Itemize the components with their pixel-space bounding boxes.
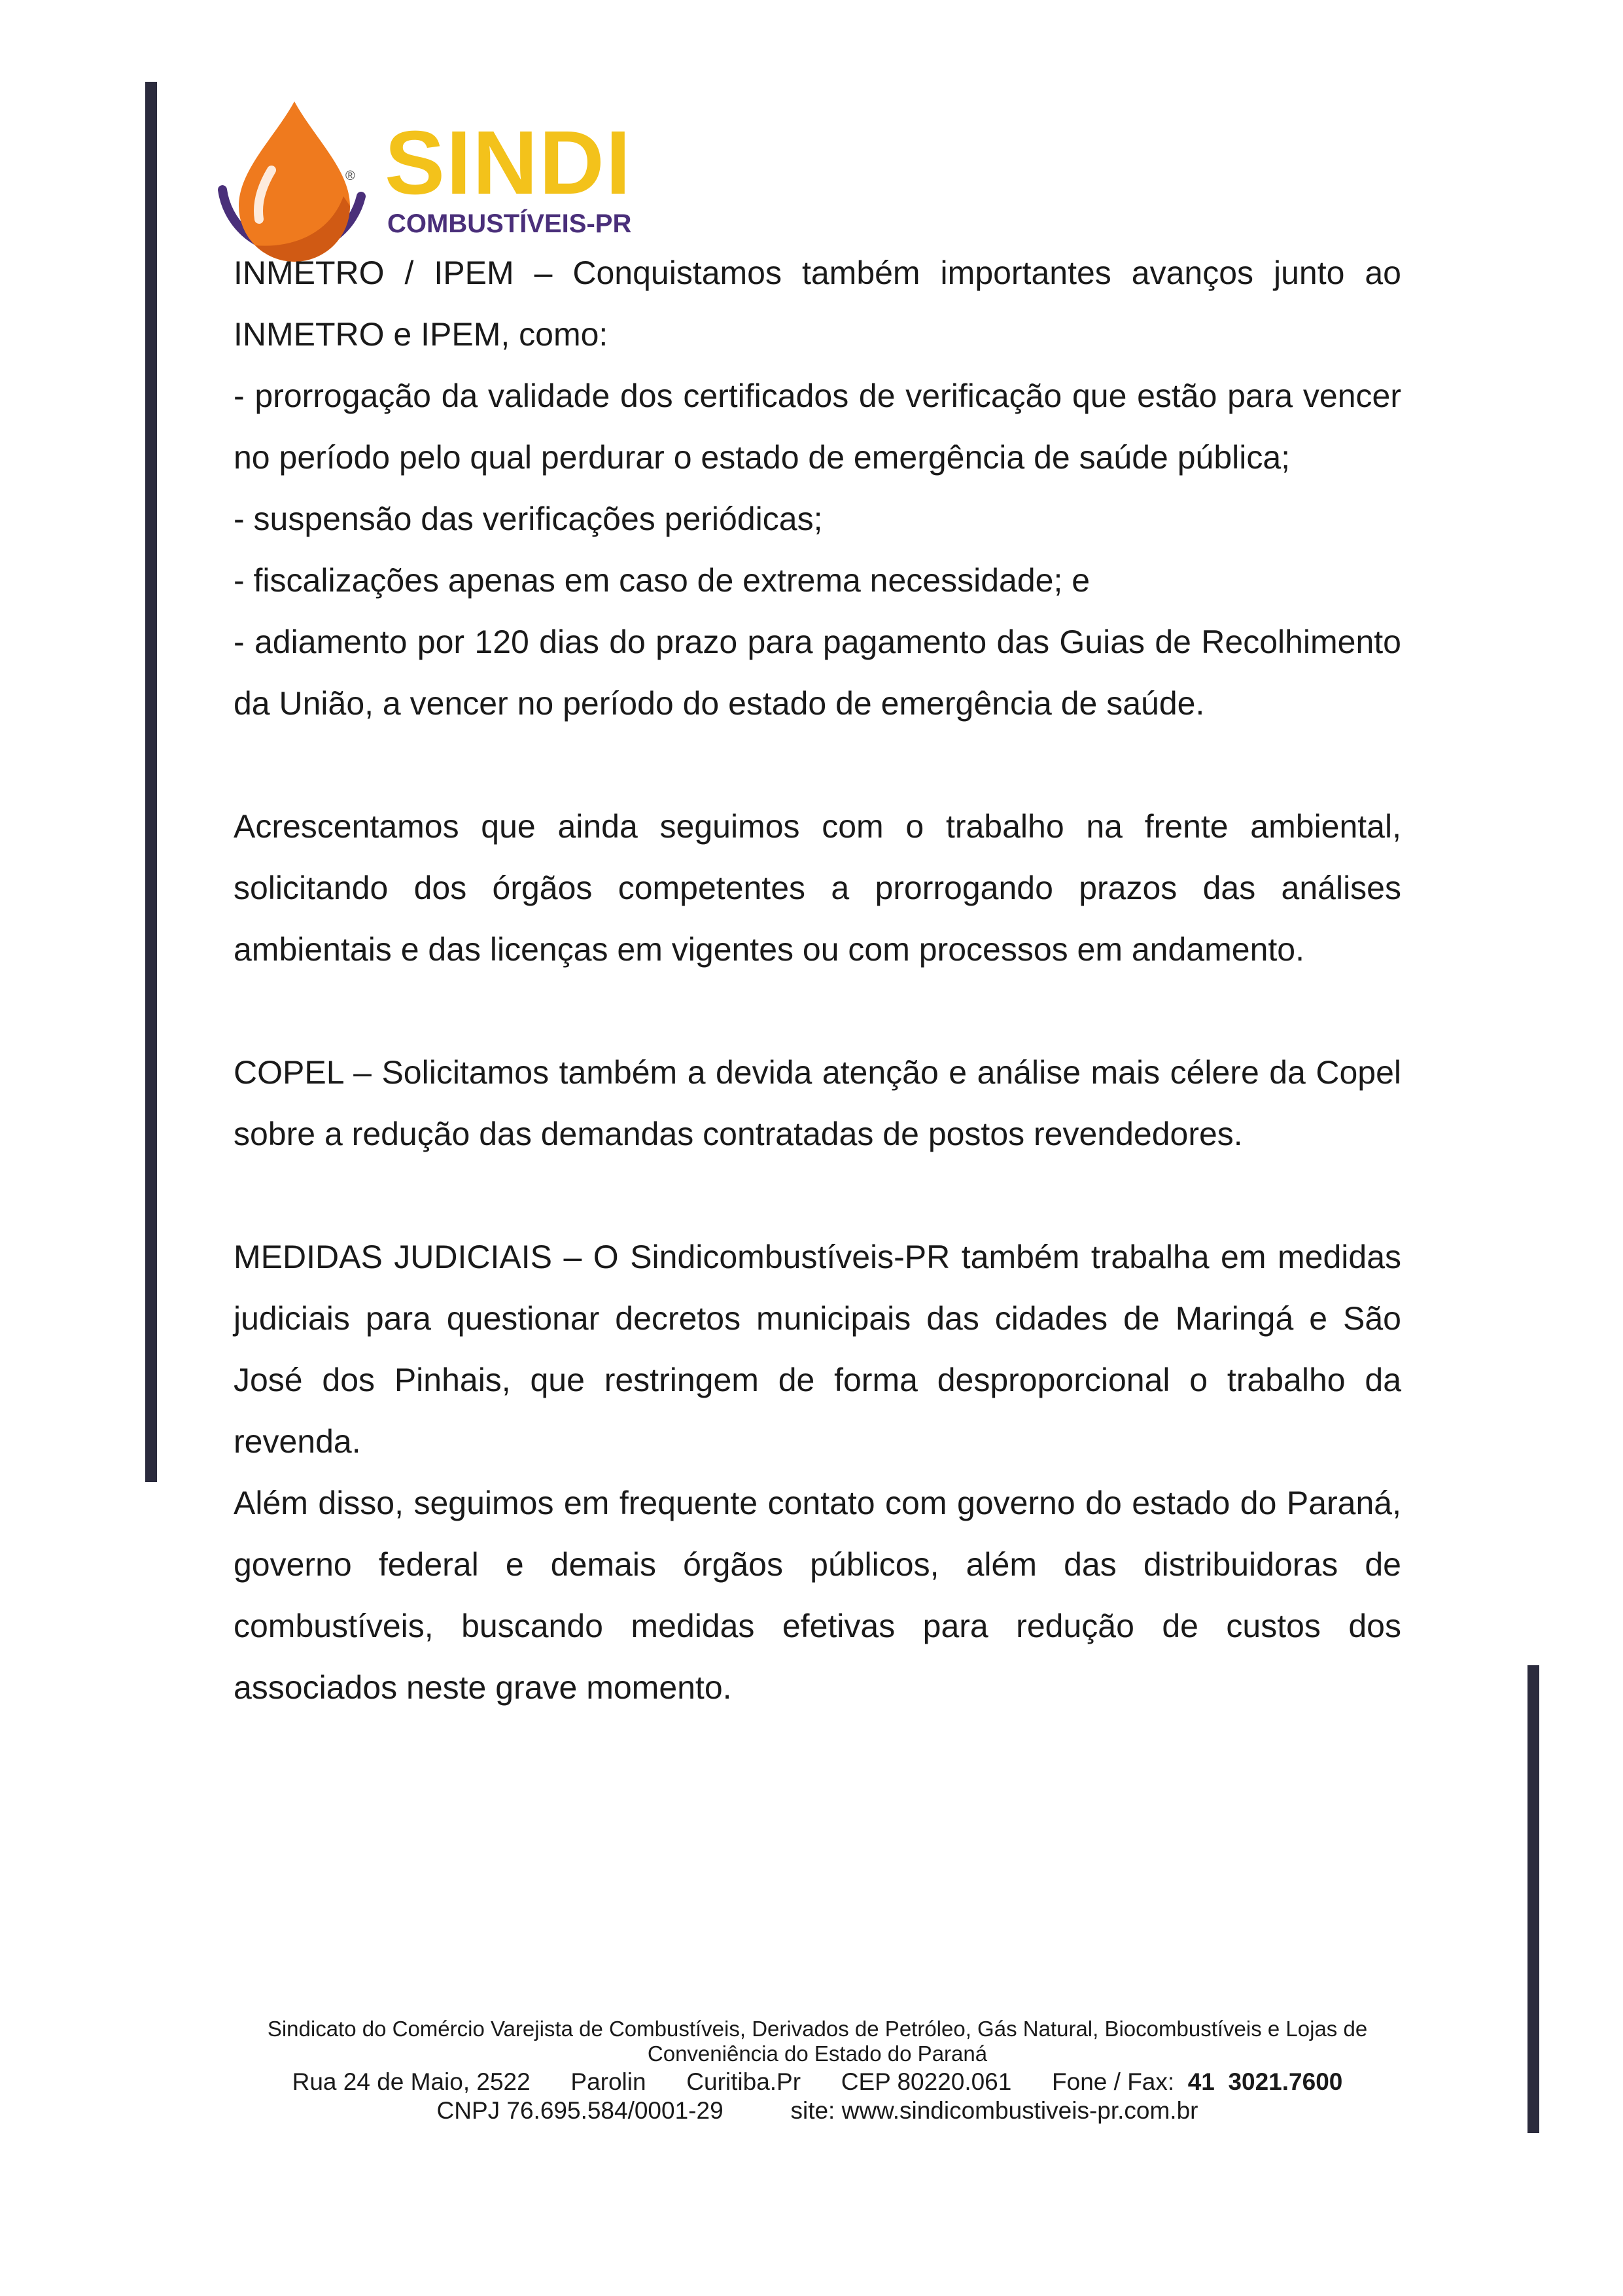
list-item-verificacoes: - suspensão das verificações periódicas;	[234, 501, 823, 537]
right-accent-bar	[1527, 1665, 1539, 2133]
paragraph-ambiental: Acrescentamos que ainda seguimos com o trabalho na frente ambiental, solicitando dos órgãos competentes a prorrogando prazos das análises ambientais e das licenças em vigentes ou com processos em andamento.	[234, 808, 1401, 968]
paragraph-contato-governo: Além disso, seguimos em frequente contato com governo do estado do Paraná, governo federal e demais órgãos públicos, além das distribuidoras de combustíveis, buscando medidas efetivas para redução de custos dos associados neste grave momento.	[234, 1485, 1401, 1706]
registered-mark: ®	[345, 169, 355, 183]
logo-subtitle-text: COMBUSTÍVEIS-PR	[387, 209, 632, 238]
footer-registration-line	[234, 2096, 1401, 2125]
list-item-fiscalizacoes: - fiscalizações apenas em caso de extrema necessidade; e	[234, 562, 1091, 599]
left-accent-bar	[145, 82, 157, 1482]
footer-phone-label: Fone / Fax:	[1052, 2068, 1175, 2095]
footer-site-link[interactable]: site: www.sindicombustiveis-pr.com.br	[790, 2097, 1198, 2124]
footer-phone-number: 3021.7600	[1228, 2068, 1343, 2095]
list-item-certificados: - prorrogação da validade dos certificados de verificação que estão para vencer no período pelo qual perdurar o estado de emergência de saúde pública;	[234, 378, 1401, 476]
list-item-adiamento: - adiamento por 120 dias do prazo para pagamento das Guias de Recolhimento da União, a vencer no período do estado de emergência de saúde.	[234, 624, 1401, 722]
footer-cnpj: CNPJ 76.695.584/0001-29	[436, 2097, 724, 2124]
page-footer	[234, 2017, 1401, 2125]
paragraph-inmetro-intro: INMETRO / IPEM – Conquistamos também importantes avanços junto ao INMETRO e IPEM, como:	[234, 255, 1401, 353]
paragraph-medidas-judiciais: MEDIDAS JUDICIAIS – O Sindicombustíveis-PR também trabalha em medidas judiciais para questionar decretos municipais das cidades de Maringá e São José dos Pinhais, que restringem de forma desproporcional o trabalho da revenda.	[234, 1239, 1401, 1460]
footer-cep: CEP 80220.061	[841, 2068, 1012, 2095]
footer-address-line	[234, 2068, 1401, 2096]
footer-phone-ddd: 41	[1187, 2068, 1215, 2095]
document-body	[234, 242, 1401, 1718]
footer-address: Rua 24 de Maio, 2522	[292, 2068, 531, 2095]
paragraph-copel: COPEL – Solicitamos também a devida atenção e análise mais célere da Copel sobre a redução das demandas contratadas de postos revendedores.	[234, 1054, 1401, 1152]
footer-organization-name: Sindicato do Comércio Varejista de Combustíveis, Derivados de Petróleo, Gás Natural, Biocombustíveis e Lojas de Conveniência do Estado do Paraná	[267, 2017, 1368, 2066]
footer-city: Curitiba.Pr	[686, 2068, 801, 2095]
footer-district: Parolin	[570, 2068, 646, 2095]
logo-brand-text: SINDI	[385, 113, 633, 213]
